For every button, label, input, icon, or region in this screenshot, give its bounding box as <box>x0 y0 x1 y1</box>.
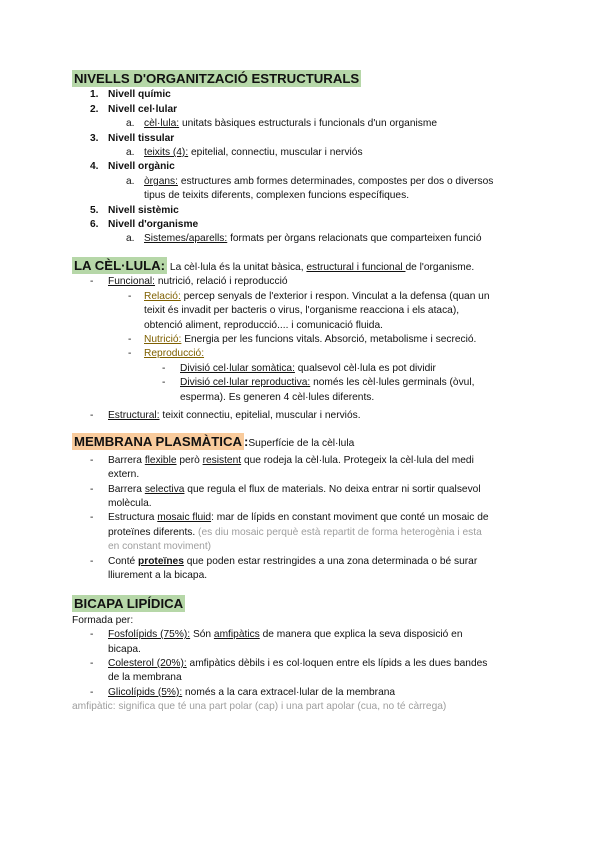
section-bicapa: BICAPA LIPÍDICA Formada per: - Fosfolípids (75%): Són amfipàtics de manera que explica la seva disposició en bicapa. - Colesterol (20%): amfipàtics dèbils i es col·loquen entre els lípids a les dues bandes de la membrana - Glicolípids (5%): només a la cara extracel·lular de la membrana amfipàtic: significa que té una part polar (cap) i una part apolar (cua, no té càrrega) <box>72 595 530 714</box>
list-item: - Estructural: teixit connectiu, epitelial, muscular i nerviós. <box>90 409 361 421</box>
list-item: 4. Nivell orgànic <box>90 161 175 173</box>
list-item: - Divisió cel·lular somàtica: qualsevol cèl·lula es pot dividir <box>162 362 436 374</box>
list-item: - Funcional: nutrició, relació i reproducció <box>90 276 288 288</box>
heading-bicapa: BICAPA LIPÍDICA <box>74 596 184 612</box>
list-item: - Divisió cel·lular reproductiva: només les cèl·lules germinals (òvul, <box>162 377 475 389</box>
list-item: - Estructura mosaic fluid: mar de lípids en constant moviment que conté un mosaic de <box>90 512 489 524</box>
list-item: 6. Nivell d'organisme <box>90 219 199 231</box>
section-cellula: LA CÈL·LULA: La cèl·lula és la unitat bàsica, estructural i funcional de l'organisme. - Funcional: nutrició, relació i reproducció - Relació: percep senyals de l'exterior i respon. Vinculat a la defensa (quan un teixit és invadit per bacteris o virus, l'organisme reacciona i els ataca), obtenció aliment, reproducció.... i comunicació fluida. - Nutrició: Energia per les funcions vitals. Absorció, metabolisme i secreció. - Reproducció: - Divisió cel·lular somàtica: qualsevol cèl·lula es pot dividir - Divisió cel·lular reproductiva: només les cèl·lules germinals (òvul, esperma). Es generen 4 cèl·lules diferents. - Estructural: teixit connectiu, epitelial, muscular i nerviós. <box>72 257 530 423</box>
list-item: - Glicolípids (5%): només a la cara extracel·lular de la membrana <box>90 686 396 698</box>
heading-nivells: NIVELLS D'ORGANITZACIÓ ESTRUCTURALS <box>74 71 360 86</box>
list-item: 5. Nivell sistèmic <box>90 204 179 216</box>
document-page <box>72 70 530 715</box>
list-item: - Nutrició: Energia per les funcions vitals. Absorció, metabolisme i secreció. <box>128 333 477 345</box>
lead-text: Formada per: <box>72 614 134 626</box>
list-item: - Reproducció: <box>128 348 205 360</box>
list-item: - Fosfolípids (75%): Són amfipàtics de manera que explica la seva disposició en <box>90 629 463 641</box>
list-item: - Barrera flexible però resistent que rodeja la cèl·lula. Protegeix la cèl·lula del medi <box>90 454 474 466</box>
list-item: 2. Nivell cel·lular <box>90 103 178 115</box>
list-item: - Barrera selectiva que regula el flux de materials. No deixa entrar ni sortir qualsevol <box>90 483 481 495</box>
sub-item: a. teixits (4): epitelial, connectiu, muscular i nerviós <box>126 147 363 159</box>
sub-item-cont: tipus de teixits diferents, complexen funcions específiques. <box>144 190 410 202</box>
list-item: - Relació: percep senyals de l'exterior i respon. Vinculat a la defensa (quan un <box>128 290 490 302</box>
list-item: - Conté proteïnes que poden estar restringides a una zona determinada o bé surar <box>90 555 478 567</box>
sub-item: a. Sistemes/aparells: formats per òrgans relacionats que comparteixen funció <box>126 233 482 245</box>
heading-membrana: MEMBRANA PLASMÀTICA <box>74 434 243 450</box>
list-item: 3. Nivell tissular <box>90 132 175 144</box>
sub-item: a. cèl·lula: unitats bàsiques estructurals i funcionals d'un organisme <box>126 118 438 130</box>
list-item: 1. Nivell químic <box>90 89 171 101</box>
sub-item: a. òrgans: estructures amb formes determinades, compostes per dos o diversos <box>126 175 494 187</box>
note-amfipatic: amfipàtic: significa que té una part polar (cap) i una part apolar (cua, no té càrrega) <box>72 701 447 713</box>
section-nivells <box>72 70 530 247</box>
heading-cellula: LA CÈL·LULA: <box>74 257 166 273</box>
section-membrana: MEMBRANA PLASMÀTICA :Superfície de la cèl·lula - Barrera flexible però resistent que rodeja la cèl·lula. Protegeix la cèl·lula del medi extern. - Barrera selectiva que regula el flux de materials. No deixa entrar ni sortir qualsevol molècula. - Estructura mosaic fluid: mar de lípids en constant moviment que conté un mosaic de proteïnes diferents. (es diu mosaic perquè està repartit de forma heterogènia i esta en constant moviment) - Conté proteïnes que poden estar restringides a una zona determinada o bé surar lliurement a la bicapa. <box>72 433 530 583</box>
list-item: - Colesterol (20%): amfipàtics dèbils i es col·loquen entre els lípids a les dues bandes <box>90 658 488 670</box>
